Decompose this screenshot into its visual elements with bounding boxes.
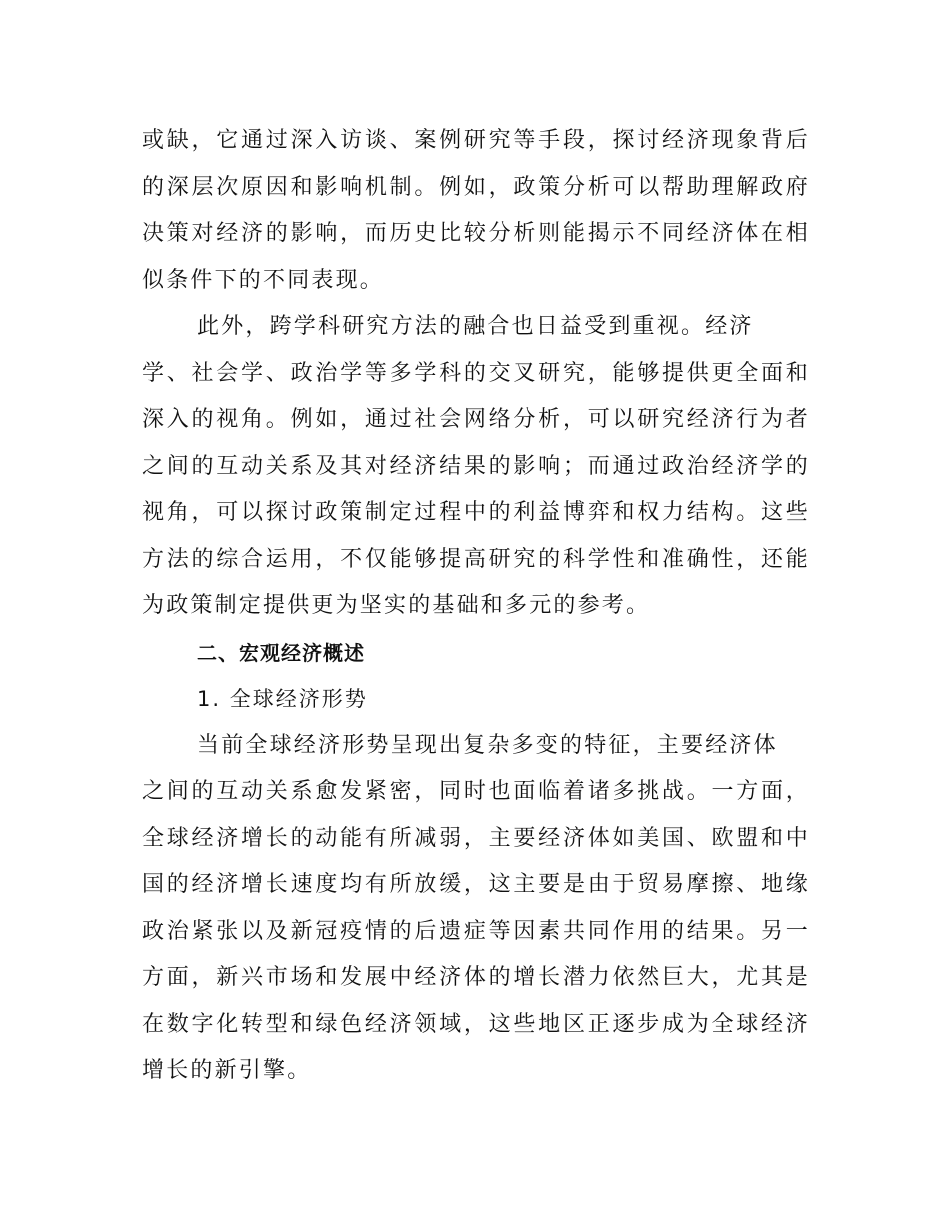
paragraph-line: 当前全球经济形势呈现出复杂多变的特征，主要经济体 — [197, 732, 778, 758]
paragraph-line: 为政策制定提供更为坚实的基础和多元的参考。 — [142, 593, 651, 618]
paragraph-line: 决策对经济的影响，而历史比较分析则能揭示不同经济体在相 — [142, 221, 810, 246]
paragraph-line: 国的经济增长速度均有所放缓，这主要是由于贸易摩擦、地缘 — [142, 872, 810, 897]
paragraph-line: 视角，可以探讨政策制定过程中的利益博弈和权力结构。这些 — [142, 500, 810, 525]
paragraph-line: 之间的互动关系及其对经济结果的影响；而通过政治经济学的 — [142, 453, 810, 479]
section-heading: 二、宏观经济概述 — [197, 640, 365, 665]
paragraph-line: 似条件下的不同表现。 — [142, 267, 385, 293]
paragraph-line: 之间的互动关系愈发紧密，同时也面临着诸多挑战。一方面， — [142, 779, 810, 804]
paragraph-line: 方面，新兴市场和发展中经济体的增长潜力依然巨大，尤其是 — [142, 965, 810, 990]
paragraph-line: 全球经济增长的动能有所减弱，主要经济体如美国、欧盟和中 — [142, 825, 810, 851]
paragraph-line: 在数字化转型和绿色经济领域，这些地区正逐步成为全球经济 — [142, 1011, 810, 1037]
paragraph-line: 政治紧张以及新冠疫情的后遗症等因素共同作用的结果。另一 — [142, 918, 810, 944]
document-body — [142, 118, 810, 1095]
paragraph-line: 方法的综合运用，不仅能够提高研究的科学性和准确性，还能 — [142, 546, 810, 572]
paragraph-line: 或缺，它通过深入访谈、案例研究等手段，探讨经济现象背后 — [142, 128, 810, 153]
paragraph-line: 的深层次原因和影响机制。例如，政策分析可以帮助理解政府 — [142, 174, 810, 200]
subsection-heading: 1. 全球经济形势 — [197, 687, 368, 711]
paragraph-line: 此外，跨学科研究方法的融合也日益受到重视。经济 — [197, 314, 754, 339]
paragraph-line: 增长的新引擎。 — [142, 1058, 312, 1083]
paragraph-line: 深入的视角。例如，通过社会网络分析，可以研究经济行为者 — [142, 407, 810, 432]
paragraph-line: 学、社会学、政治学等多学科的交叉研究，能够提供更全面和 — [142, 360, 810, 386]
